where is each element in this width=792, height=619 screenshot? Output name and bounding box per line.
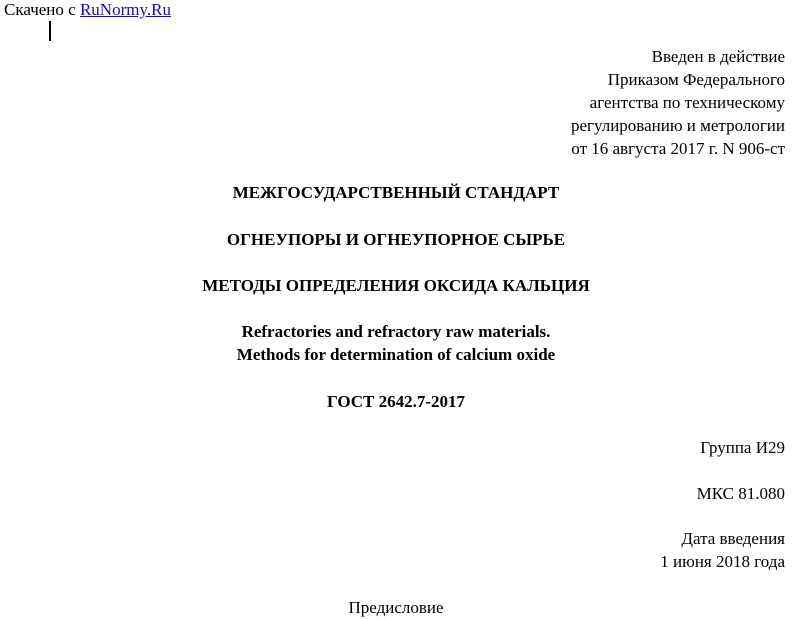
source-prefix: Скачено с <box>4 0 80 19</box>
enactment-block <box>571 45 785 160</box>
enactment-line: от 16 августа 2017 г. N 906-ст <box>571 139 785 158</box>
enactment-line: Приказом Федерального <box>607 70 785 89</box>
source-line <box>4 0 171 20</box>
title-en-line2: Methods for determination of calcium oxide <box>236 345 556 364</box>
runormy-link[interactable]: RuNormy.Ru <box>79 0 171 19</box>
title-ru-line1: ОГНЕУПОРЫ И ОГНЕУПОРНОЕ СЫРЬЕ <box>226 230 566 249</box>
standard-type-heading: МЕЖГОСУДАРСТВЕННЫЙ СТАНДАРТ <box>232 183 560 202</box>
gost-code: ГОСТ 2642.7-2017 <box>326 392 466 411</box>
introduction-date-label: Дата введения <box>681 529 785 548</box>
enactment-line: регулированию и метрологии <box>570 116 785 135</box>
foreword-heading: Предисловие <box>348 598 444 617</box>
enactment-line: Введен в действие <box>651 47 785 66</box>
title-ru-line2: МЕТОДЫ ОПРЕДЕЛЕНИЯ ОКСИДА КАЛЬЦИЯ <box>202 276 590 295</box>
title-en-line1: Refractories and refractory raw materials. <box>241 322 551 341</box>
group-code: Группа И29 <box>700 438 785 457</box>
text-cursor <box>49 21 51 41</box>
introduction-date-value: 1 июня 2018 года <box>660 552 785 571</box>
enactment-line: агентства по техническому <box>589 93 785 112</box>
mks-code: МКС 81.080 <box>696 484 785 503</box>
introduction-date-block <box>660 527 785 573</box>
